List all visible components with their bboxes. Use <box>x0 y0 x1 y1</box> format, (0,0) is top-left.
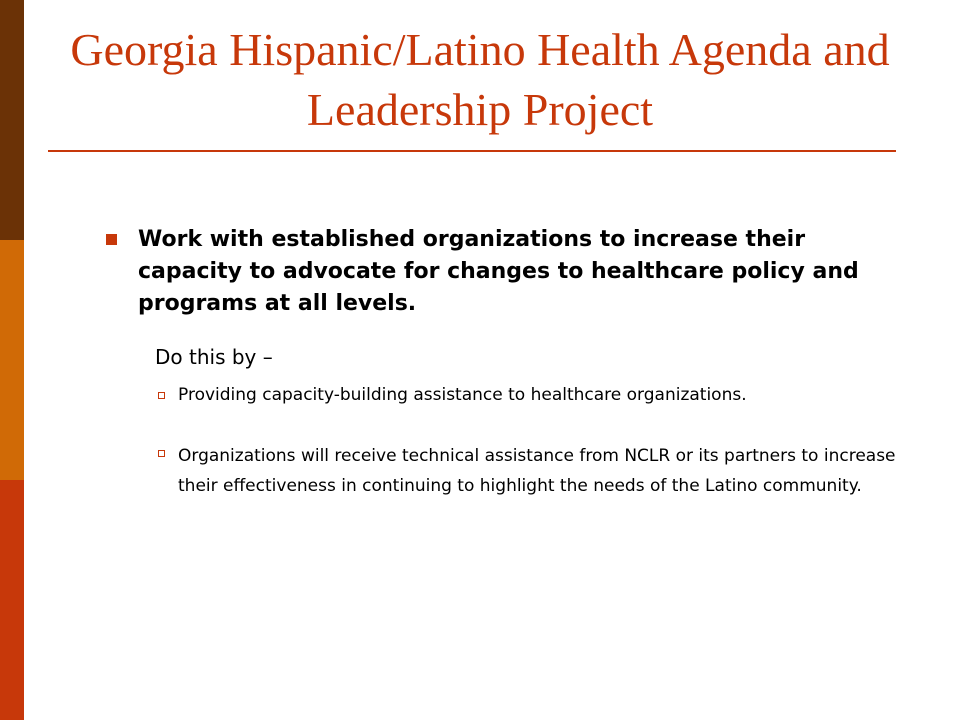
title-divider <box>48 150 896 152</box>
main-bullet-text: Work with established organizations to increase their capacity to advocate for changes to healthcare policy and programs at all levels. <box>138 227 859 316</box>
sub-bullet-text: Organizations will receive technical assistance from NCLR or its partners to increase their effectiveness in continuing to highlight the needs of the Latino community. <box>178 446 896 496</box>
left-accent-bar-top <box>0 0 24 240</box>
lead-in-text: Do this by – <box>155 345 273 369</box>
left-accent-bar-middle <box>0 240 24 480</box>
slide-title: Georgia Hispanic/Latino Health Agenda and Leadership Project <box>70 24 890 135</box>
hollow-square-bullet-icon <box>158 392 165 399</box>
square-bullet-icon <box>106 234 117 245</box>
sub-bullet-text: Providing capacity-building assistance to healthcare organizations. <box>178 385 747 405</box>
hollow-square-bullet-icon <box>158 450 165 457</box>
left-accent-bar-bottom <box>0 480 24 720</box>
